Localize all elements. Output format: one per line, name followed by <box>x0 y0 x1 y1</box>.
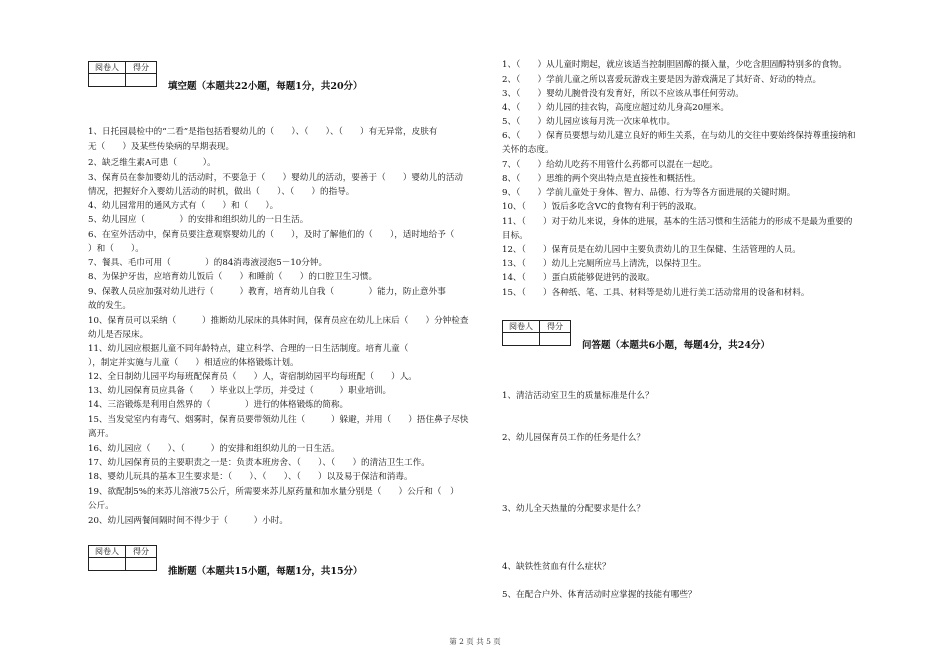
qa-question: 5、在配合户外、体育活动时应掌握的技能有哪些？ <box>502 590 697 600</box>
judge-line: 7、（ ）给幼儿吃药不用管什么药都可以混在一起吃。 <box>502 160 719 170</box>
score-cell <box>126 74 157 87</box>
fill-line: 19、欲配制5%的来苏儿溶液75公斤，所需要来苏儿原药量和加水量分别是（ ）公斤和（ ） <box>88 487 459 497</box>
qa-question: 3、幼儿全天热量的分配要求是什么？ <box>502 504 645 514</box>
reviewer-label: 阅卷人 <box>89 546 126 558</box>
qa-question: 2、幼儿园保育员工作的任务是什么？ <box>502 433 645 443</box>
judge-line: 9、（ ）学前儿童处于身体、智力、品德、行为等各方面进展的关键时期。 <box>502 188 796 198</box>
fill-line: 3、保育员在参加婴幼儿的活动时，不要急于（ ）婴幼儿的活动，要善于（ ）婴幼儿的活动 <box>88 173 464 183</box>
fill-line: 8、为保护牙齿，应培育幼儿饭后（ ）和睡前（ ）的口腔卫生习惯。 <box>88 272 378 282</box>
fill-line: ），制定并实施与儿童（ ）相适应的体格锻炼计划。 <box>88 358 299 368</box>
judge-line: 15、（ ）各种纸、笔、工具、材料等是幼儿进行美工活动常用的设备和材料。 <box>502 288 810 298</box>
fill-line: 10、保育员可以采纳（ ）推断幼儿尿床的具体时间，保育员应在幼儿上床后（ ）分钟检查 <box>88 316 469 326</box>
fill-line: 18、婴幼儿玩具的基本卫生要求是：（ ）、（ ）、（ ）以及易于保洁和消毒。 <box>88 472 413 482</box>
fill-line: 情况，把握好介入婴幼儿活动的时机，做出（ ）、（ ）的指导。 <box>88 187 355 197</box>
fill-line: 13、幼儿园保育员应具备（ ）毕业以上学历，并受过（ ）职业培训。 <box>88 386 392 396</box>
score-label: 得分 <box>126 546 157 558</box>
score-cell <box>540 333 571 346</box>
fill-line: 离开。 <box>88 429 114 439</box>
qa-question: 1、清洁活动室卫生的质量标准是什么？ <box>502 391 654 401</box>
score-label: 得分 <box>540 321 571 333</box>
fill-line: 故的发生。 <box>88 301 131 311</box>
judge-line: 12、（ ）保育员是在幼儿园中主要负责幼儿的卫生保健、生活管理的人员。 <box>502 245 801 255</box>
fill-line: 6、在室外活动中，保育员要注意观察婴幼儿的（ ），及时了解他们的（ ），适时地给予（ <box>88 230 455 240</box>
score-label: 得分 <box>126 62 157 74</box>
fill-line: 公斤。 <box>88 501 114 511</box>
fill-line: 2、缺乏维生素A可患（ ）。 <box>88 158 216 168</box>
fill-line: 4、幼儿园常用的通风方式有（ ）和（ ）。 <box>88 201 279 211</box>
fill-section-title: 填空题（本题共22小题，每题1分，共20分） <box>168 81 363 92</box>
judge-score-box <box>88 545 157 571</box>
qa-section-title: 问答题（本题共6小题，每题4分，共24分） <box>582 340 770 351</box>
fill-line: 14、三浴锻炼是利用自然界的（ ）进行的体格锻炼的简称。 <box>88 400 349 410</box>
reviewer-cell <box>89 558 126 571</box>
fill-line: 12、全日制幼儿园平均每班配保育员（ ）人，寄宿制幼园平均每班配（ ）人。 <box>88 372 417 382</box>
judge-line: 3、（ ）婴幼儿腕骨没有发育好，所以不应该从事任何劳动。 <box>502 89 744 99</box>
judge-line: 1、（ ）从儿童时期起，就应该适当控制胆固醇的摄入量，少吃含胆固醇特别多的食物。 <box>502 60 847 70</box>
fill-line: 无（ ）及某些传染病的早期表现。 <box>88 142 235 152</box>
reviewer-cell <box>503 333 540 346</box>
judge-line: 11、（ ）对于幼儿来说，身体的进展，基本的生活习惯和生活能力的形成不是最为重要的 <box>502 217 853 227</box>
fill-line: 11、幼儿园应根据儿童不同年龄特点，建立科学、合理的一日生活制度。培育儿童（ <box>88 344 409 354</box>
judge-line: 14、（ ）蛋白质能够促进钙的汲取。 <box>502 273 655 283</box>
judge-line: 5、（ ）幼儿园应该每月洗一次床单枕巾。 <box>502 117 676 127</box>
fill-line: 5、幼儿园应（ ）的安排和组织幼儿的一日生活。 <box>88 215 309 225</box>
judge-line: 目标。 <box>502 231 528 241</box>
judge-line: 8、（ ）思维的两个突出特点是直接性和概括性。 <box>502 174 701 184</box>
fill-line: 15、当发觉室内有毒气、烟雾时，保育员要带领幼儿往（ ）躲避，并用（ ）捂住鼻子尽快 <box>88 415 469 425</box>
fill-line: ）和（ ）。 <box>88 244 144 254</box>
fill-line: 1、日托园晨检中的“二看”是指包括看婴幼儿的（ ）、（ ）、（ ）有无异常，皮肤有 <box>88 127 438 137</box>
judge-section-title: 推断题（本题共15小题，每题1分，共15分） <box>168 566 363 577</box>
judge-line: 4、（ ）幼儿园的挂衣钩，高度应超过幼儿身高20厘米。 <box>502 103 729 113</box>
score-cell <box>126 558 157 571</box>
qa-question: 4、缺铁性贫血有什么症状？ <box>502 562 611 572</box>
reviewer-label: 阅卷人 <box>89 62 126 74</box>
fill-line: 16、幼儿园应（ ）、（ ）的安排和组织幼儿的一日生活。 <box>88 444 340 454</box>
fill-line: 7、餐具、毛巾可用（ ）的84消毒液浸泡5－10分钟。 <box>88 258 328 268</box>
fill-line: 20、幼儿园两餐间隔时间不得少于（ ）小时。 <box>88 516 288 526</box>
judge-line: 关怀的态度。 <box>502 145 554 155</box>
judge-line: 2、（ ）学前儿童之所以喜爱玩游戏主要是因为游戏满足了其好奇、好动的特点。 <box>502 75 822 85</box>
fill-line: 9、保教人员应加强对幼儿进行（ ）教育，培育幼儿自我（ ）能力，防止意外事 <box>88 287 446 297</box>
judge-line: 10、（ ）饭后多吃含VC的食物有利于钙的汲取。 <box>502 202 702 212</box>
page-number: 第 2 页 共 5 页 <box>449 637 501 646</box>
qa-score-box <box>502 320 571 346</box>
fill-line: 幼儿是否尿床。 <box>88 330 149 340</box>
fill-score-box <box>88 61 157 87</box>
judge-line: 6、（ ）保育员要想与幼儿建立良好的师生关系，在与幼儿的交往中要始终保持尊重接纳和 <box>502 131 856 141</box>
judge-line: 13、（ ）幼儿上完厕所应马上清洗，以保持卫生。 <box>502 259 707 269</box>
reviewer-cell <box>89 74 126 87</box>
reviewer-label: 阅卷人 <box>503 321 540 333</box>
fill-line: 17、幼儿园保育员的主要职责之一是：负责本班房舍、（ ）、（ ）的清洁卫生工作。 <box>88 458 430 468</box>
